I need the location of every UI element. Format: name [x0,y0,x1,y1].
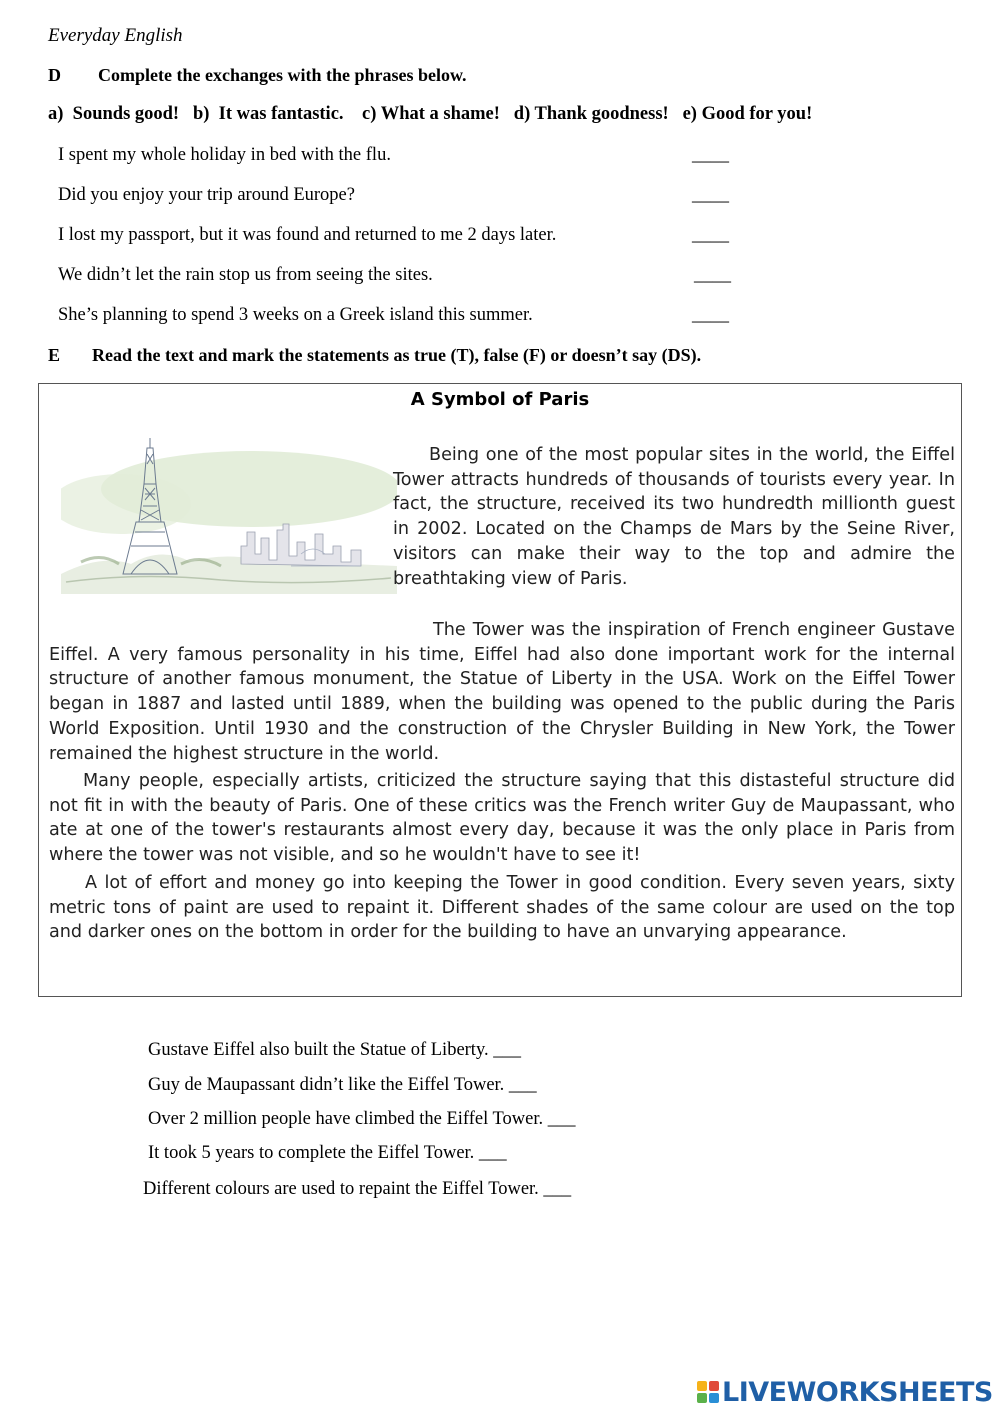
exchange-text: She’s planning to spend 3 weeks on a Greek island this summer. [58,305,533,325]
exchange-item [58,185,738,206]
article-paragraph-3: Many people, especially artists, criticized the structure saying that this distasteful structure did not fit in with the beauty of Paris. One of these critics was the French writer Guy de Maupassant, who ate at one of the tower's restaurants almost every day, because it was the only place in Paris from where the tower was not visible, and so he wouldn't have to see it! [49,771,955,866]
section-e-label: E [48,345,61,365]
answer-blank[interactable]: ____ [692,185,729,205]
exchange-item [58,305,738,326]
liveworksheets-logo [697,1377,993,1407]
statement-item: Guy de Maupassant didn’t like the Eiffel Tower. ___ [148,1075,537,1095]
answer-blank[interactable]: ____ [694,265,731,285]
statement-item: Gustave Eiffel also built the Statue of Liberty. ___ [148,1040,521,1060]
article-paragraph-4: A lot of effort and money go into keeping the Tower in good condition. Every seven years, sixty metric tons of paint are used to repaint it. Different shades of the same colour are used on the top and darker ones on the bottom in order for the building to have an unvarying appearance. [49,873,955,943]
section-d-label: D [48,65,61,85]
article-paragraph-1: Being one of the most popular sites in the world, the Eiffel Tower attracts hundreds of thousands of tourists every year. In fact, the structure, received its two hundredth millionth guest in 2002. Located on the Champs de Mars by the Seine River, visitors can make their way to the top and admire the breathtaking view of Paris. [393,445,955,589]
logo-text: LIVEWORKSHEETS [722,1376,993,1408]
answer-blank[interactable]: ____ [692,305,729,325]
statement-item: Different colours are used to repaint the Eiffel Tower. ___ [143,1179,572,1199]
exchange-text: Did you enjoy your trip around Europe? [58,185,355,205]
phrase-options: a) Sounds good! b) It was fantastic. c) What a shame! d) Thank goodness! e) Good for you! [48,104,813,124]
section-d-instruction: Complete the exchanges with the phrases below. [98,65,467,85]
statement-item: It took 5 years to complete the Eiffel Tower. ___ [148,1143,507,1163]
eiffel-tower-illustration [61,434,397,594]
article-title: A Symbol of Paris [410,389,590,410]
logo-grid-icon [697,1381,719,1403]
page-heading: Everyday English [48,25,183,46]
section-e-instruction: Read the text and mark the statements as true (T), false (F) or doesn’t say (DS). [92,345,702,365]
answer-blank[interactable]: ____ [692,225,729,245]
exchange-text: We didn’t let the rain stop us from seeing the sites. [58,265,433,285]
exchange-text: I spent my whole holiday in bed with the flu. [58,145,391,165]
answer-blank[interactable]: ____ [692,145,729,165]
exchange-text: I lost my passport, but it was found and returned to me 2 days later. [58,225,557,245]
statement-item: Over 2 million people have climbed the Eiffel Tower. ___ [148,1109,576,1129]
exchange-item [58,225,738,246]
reading-text-box [38,383,962,997]
article-paragraph-2: The Tower was the inspiration of French engineer Gustave Eiffel. A very famous personality in his time, Eiffel had also done important work for the internal structure of another famous monument, the Statue of Liberty in the USA. Work on the Eiffel Tower began in 1887 and lasted until 1889, when the building was opened to the public during the Paris World Exposition. Until 1930 and the construction of the Chrysler Building in New York, the Tower remained the highest structure in the world. [49,620,955,764]
exchange-item [58,145,738,166]
exchange-item [58,265,738,286]
